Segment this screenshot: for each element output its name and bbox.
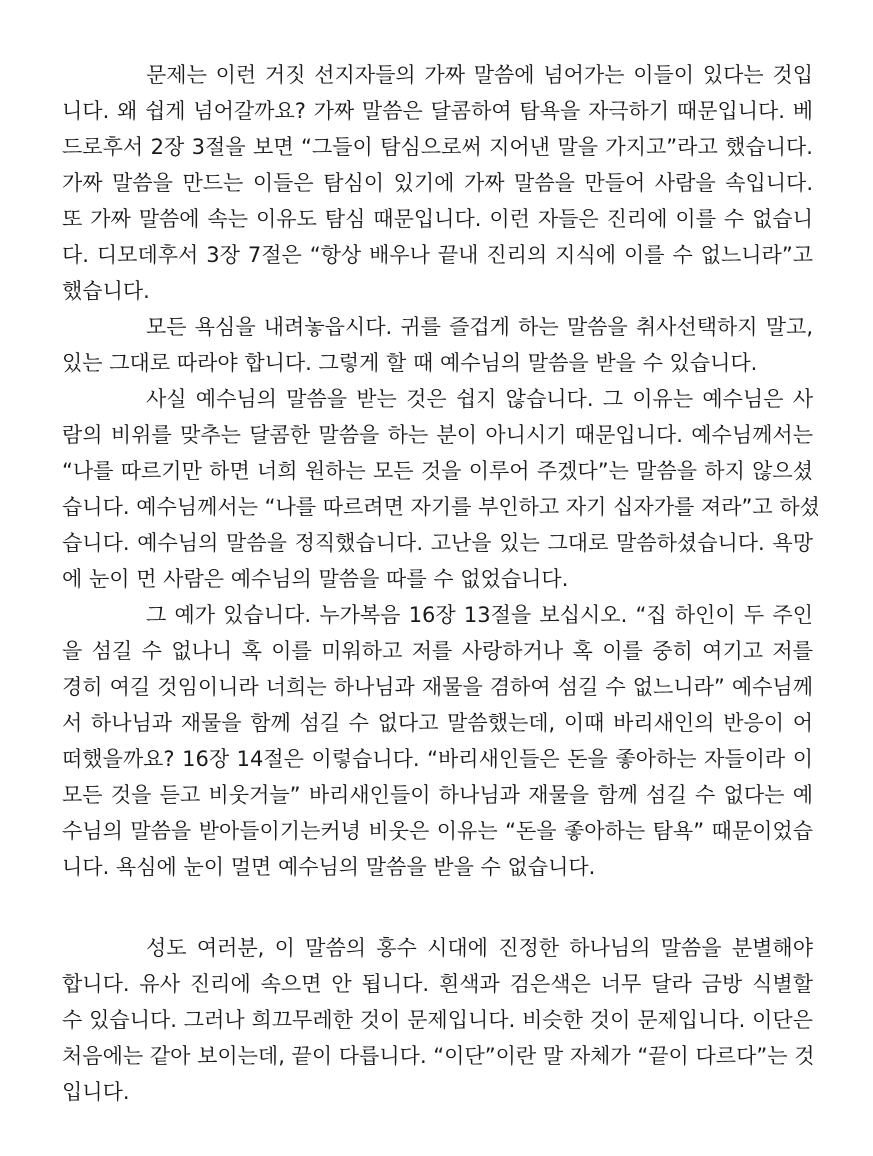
- text-line: 다. 디모데후서 3장 7절은 “항상 배우나 끝내 진리의 지식에 이를 수 없느니라”고: [62, 243, 813, 267]
- text-line: 했습니다.: [62, 279, 150, 303]
- text-line: 또 가짜 말씀에 속는 이유도 탐심 때문입니다. 이런 자들은 진리에 이를 수 없습니: [62, 207, 813, 231]
- text-line: 그 예가 있습니다. 누가복음 16장 13절을 보십시오. “집 하인이 두 주인: [146, 603, 813, 627]
- text-line: 서 하나님과 재물을 함께 섬길 수 없다고 말씀했는데, 이때 바리새인의 반응이 어: [62, 711, 813, 735]
- text-line: 가짜 말씀을 만드는 이들은 탐심이 있기에 가짜 말씀을 만들어 사람을 속입니다.: [62, 171, 813, 195]
- text-line: 드로후서 2장 3절을 보면 “그들이 탐심으로써 지어낸 말을 가지고”라고 했습니다.: [62, 135, 813, 159]
- text-line: 수 있습니다. 그러나 희끄무레한 것이 문제입니다. 비슷한 것이 문제입니다. 이단은: [62, 1008, 813, 1032]
- text-line: 습니다. 예수님의 말씀을 정직했습니다. 고난을 있는 그대로 말씀하셨습니다. 욕망: [62, 531, 813, 555]
- text-line: 수님의 말씀을 받아들이기는커녕 비웃은 이유는 “돈을 좋아하는 탐욕” 때문이었습: [62, 819, 813, 843]
- text-line: 사실 예수님의 말씀을 받는 것은 쉽지 않습니다. 그 이유는 예수님은 사: [146, 387, 813, 411]
- text-line: 을 섬길 수 없나니 혹 이를 미워하고 저를 사랑하거나 혹 이를 중히 여기고 저를: [62, 639, 813, 663]
- text-line: 니다. 왜 쉽게 넘어갈까요? 가짜 말씀은 달콤하여 탐욕을 자극하기 때문입니다. 베: [62, 99, 813, 123]
- text-line: 에 눈이 먼 사람은 예수님의 말씀을 따를 수 없었습니다.: [62, 567, 569, 591]
- text-line: 입니다.: [62, 1080, 130, 1104]
- text-line: 성도 여러분, 이 말씀의 홍수 시대에 진정한 하나님의 말씀을 분별해야: [146, 936, 813, 960]
- text-line: 처음에는 같아 보이는데, 끝이 다릅니다. “이단”이란 말 자체가 “끝이 다르다”는 것: [62, 1044, 815, 1068]
- text-line: 합니다. 유사 진리에 속으면 안 됩니다. 흰색과 검은색은 너무 달라 금방 식별할: [62, 972, 813, 996]
- text-line: 떠했을까요? 16장 14절은 이렇습니다. “바리새인들은 돈을 좋아하는 자들이라 이: [62, 747, 813, 771]
- text-line: 람의 비위를 맞추는 달콤한 말씀을 하는 분이 아니시기 때문입니다. 예수님께서는: [62, 423, 813, 447]
- text-line: 모든 욕심을 내려놓읍시다. 귀를 즐겁게 하는 말씀을 취사선택하지 말고,: [146, 315, 813, 339]
- text-line: “나를 따르기만 하면 너희 원하는 모든 것을 이루어 주겠다”는 말씀을 하지 않으셨: [62, 459, 813, 483]
- text-line: 니다. 욕심에 눈이 멀면 예수님의 말씀을 받을 수 없습니다.: [62, 855, 596, 879]
- text-line: 경히 여길 것임이니라 너희는 하나님과 재물을 겸하여 섬길 수 없느니라” 예수님께: [62, 675, 813, 699]
- text-line: 모든 것을 듣고 비웃거늘” 바리새인들이 하나님과 재물을 함께 섬길 수 없다는 예: [62, 783, 813, 807]
- text-line: 습니다. 예수님께서는 “나를 따르려면 자기를 부인하고 자기 십자가를 져라”고 하셨: [62, 495, 820, 519]
- text-line: 있는 그대로 따라야 합니다. 그렇게 할 때 예수님의 말씀을 받을 수 있습니다.: [62, 351, 758, 375]
- text-line: 문제는 이런 거짓 선지자들의 가짜 말씀에 넘어가는 이들이 있다는 것입: [146, 63, 813, 87]
